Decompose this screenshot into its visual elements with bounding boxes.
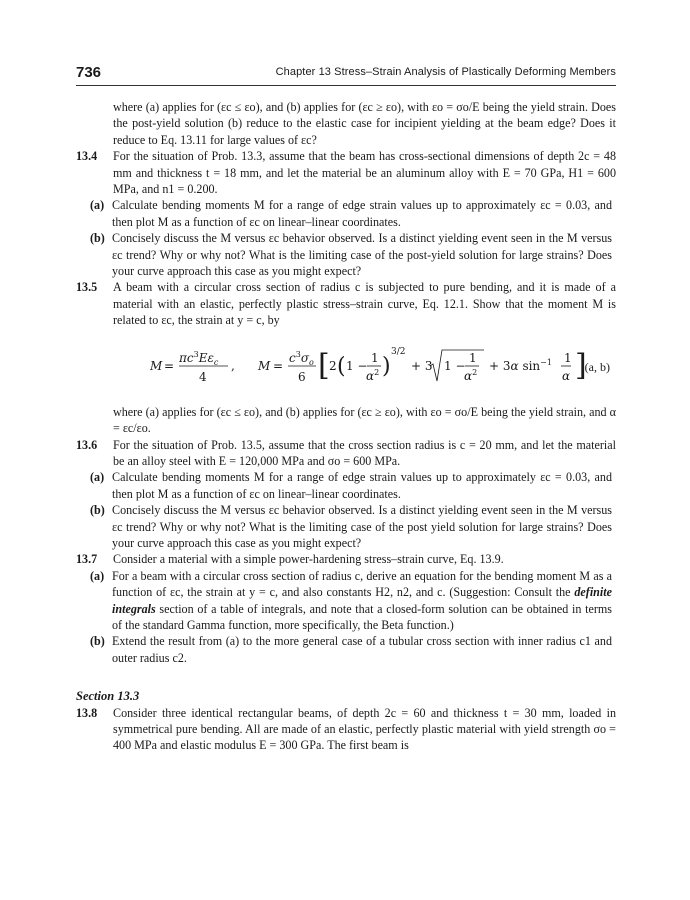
part-label: (b): [90, 503, 105, 518]
emphasized-term: definite integrals: [112, 585, 612, 616]
svg-text:(: (: [337, 353, 346, 379]
part-label: (b): [90, 231, 105, 246]
problem-text: For the situation of Prob. 13.3, assume that the beam has cross-sectional dimensions of depth 2c = 48 mm and thickness t = 18 mm, and let the material be an aluminum alloy with E = 70 GPa, H1 = 600 MPa, and n1 = 0.200.: [113, 149, 616, 197]
part-text: Extend the result from (a) to the more general case of a tubular cross section with inner radius c1 and outer radius c2.: [112, 634, 612, 665]
svg-text:2: 2: [329, 358, 337, 373]
svg-text:M: M: [258, 358, 271, 373]
problem-number: 13.5: [76, 280, 98, 295]
problem-13-6-part-a: [76, 469, 616, 502]
svg-text:α2: $\alpha^2$: [366, 367, 380, 383]
svg-text:1: 1: [371, 350, 379, 365]
part-text: Concisely discuss the M versus εc behavior observed. Is a distinct yielding event seen in the M versus εc trend? Why or why not? What is the limiting case of the post-yield solution for large strains? Does your curve approach this case as you might expect?: [112, 231, 612, 279]
problem-text: A beam with a circular cross section of radius c is subjected to pure bending, and it is made of a material with an elastic, perfectly plastic stress–strain curve, Eq. 12.1. Show that the moment M is related to εc, the strain at y = c, by: [113, 280, 616, 328]
problem-text: Consider a material with a simple power-hardening stress–strain curve, Eq. 13.9.: [113, 552, 504, 567]
part-label: (a): [90, 198, 105, 213]
page-number: 736: [76, 64, 102, 81]
svg-text:): ): [382, 353, 391, 379]
moment-equation-math: [76, 337, 616, 395]
problem-text: For the situation of Prob. 13.5, assume that the cross section radius is c = 20 mm, and let the material be an alloy steel with E = 120,000 MPa and σo = 600 MPa.: [113, 437, 616, 468]
problem-13-7-part-a: [76, 568, 616, 634]
svg-text:1 −: 1 −: [346, 358, 368, 373]
svg-text:[: [: [318, 347, 330, 383]
part-text-end: section of a table of integrals, and note that a closed-form solution can be obtained in terms of the standard Gamma function, more specifically, the Beta function.): [112, 601, 612, 632]
problem-13-4-part-b: [76, 230, 616, 279]
svg-text:πc3Eεc: $\pi c^3E\varepsilon_c$: [179, 349, 219, 367]
svg-text:1: 1: [564, 350, 572, 365]
svg-text:=: =: [273, 358, 284, 373]
svg-text:c3σo: $c^3\sigma_o$: [289, 349, 314, 367]
part-label: (b): [90, 634, 105, 649]
problem-number: 13.6: [76, 437, 98, 452]
svg-text:=: =: [164, 358, 175, 373]
part-text: Calculate bending moments M for a range of edge strain values up to approximately εc = 0.03, and then plot M as a function of εc on linear–linear coordinates.: [112, 470, 612, 501]
svg-text:α: α: [562, 368, 571, 383]
svg-text:,: ,: [231, 358, 235, 373]
part-text: Calculate bending moments M for a range of edge strain values up to approximately εc = 0.03, and then plot M as a function of εc on linear–linear coordinates.: [112, 198, 612, 229]
header-rule: [76, 85, 616, 86]
svg-text:1: 1: [469, 350, 477, 365]
part-label: (a): [90, 568, 105, 583]
part-text: Concisely discuss the M versus εc behavior observed. Is a distinct yielding event seen in the M versus εc trend? Why or why not? What is the limiting case of the post yield solution for large strains? Does your curve approach this case as you might expect?: [112, 503, 612, 550]
problem-13-5-followup: where (a) applies for (εc ≤ εo), and (b) applies for (εc ≥ εo), with εo = σo/E being the yield strain, and α = εc/εo.: [113, 404, 616, 436]
svg-text:+ 3: + 3: [411, 358, 433, 373]
problem-13-4: [76, 148, 616, 197]
problem-text: Consider three identical rectangular beams, of depth 2c = 60 and thickness t = 30 mm, loaded in symmetrical pure bending. All are made of an elastic, perfectly plastic material with yield strength σo = 400 MPa and elastic modulus E = 300 GPa. The first beam is: [113, 705, 616, 753]
section-heading: Section 13.3: [76, 689, 140, 704]
moment-equation: [76, 337, 616, 395]
problem-13-5: [76, 279, 616, 328]
svg-text:1 −: 1 −: [444, 358, 466, 373]
svg-text:M: M: [150, 358, 163, 373]
svg-text:α2: $\alpha^2$: [464, 367, 478, 383]
intro-paragraph: where (a) applies for (εc ≤ εo), and (b) applies for (εc ≥ εo), with εo = σo/E being the yield strain. Does the post-yield solution (b) reduce to the elastic case for incipient yielding at the beam edge? Does it reduce to Eq. 13.11 for large values of εc?: [113, 100, 616, 147]
problem-13-7-part-b: [76, 633, 616, 666]
part-text-start: For a beam with a circular cross section of radius c, derive an equation for the bending moment M as a function of εc, the strain at y = c, and also constants H2, n2, and c. (Suggestion: Consult the: [112, 568, 612, 600]
part-text: [112, 569, 612, 632]
problem-13-6-part-b: [76, 502, 616, 551]
svg-text:6: 6: [298, 369, 306, 384]
equation-tag: (a, b): [584, 359, 610, 374]
problem-13-8: [76, 705, 616, 754]
page-header: [76, 64, 616, 82]
svg-text:+ 3α sin−1: + 3α $\sin^{-1}$: [489, 357, 552, 373]
problem-number: 13.4: [76, 149, 98, 164]
problem-13-4-part-a: [76, 197, 616, 230]
problem-13-6: [76, 437, 616, 470]
problem-number: 13.8: [76, 705, 98, 720]
part-label: (a): [90, 470, 105, 485]
svg-text:]: ]: [575, 347, 587, 383]
svg-text:4: 4: [199, 369, 207, 384]
problem-number: 13.7: [76, 552, 98, 567]
svg-text:3/2: 3/2: [391, 346, 406, 357]
page-body: [76, 99, 616, 754]
problem-13-7: [76, 551, 616, 567]
running-head: Chapter 13 Stress–Strain Analysis of Plastically Deforming Members: [275, 66, 616, 78]
